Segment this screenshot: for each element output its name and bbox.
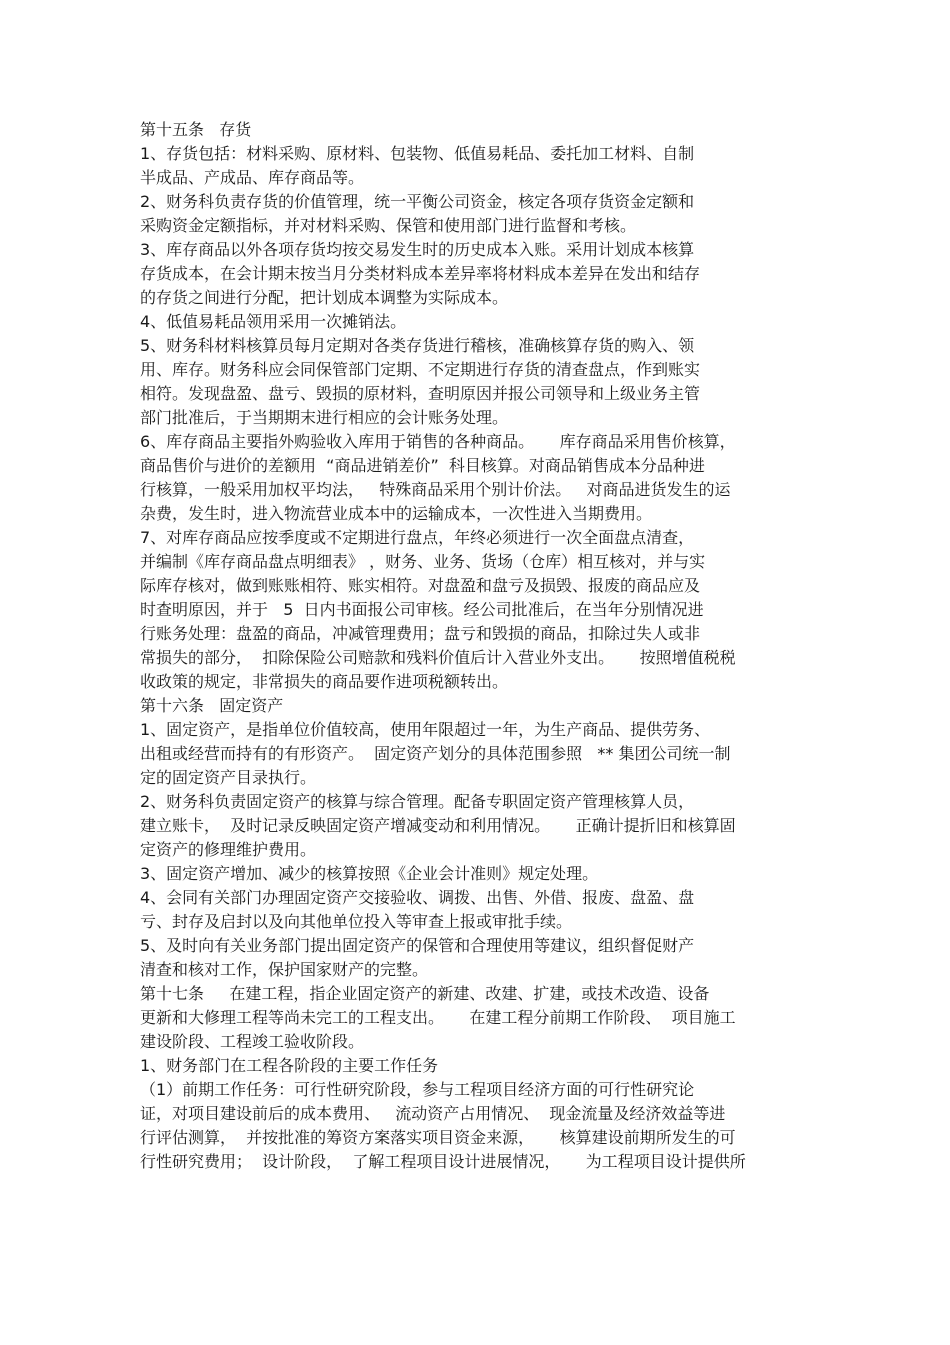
text-line: 杂费，发生时，进入物流营业成本中的运输成本，一次性进入当期费用。 bbox=[140, 504, 653, 523]
text-line: 常损失的部分， 扣除保险公司赔款和残料价值后计入营业外支出。 按照增值税税 bbox=[140, 648, 736, 667]
text-line: 采购资金定额指标，并对材料采购、保管和使用部门进行监督和考核。 bbox=[140, 216, 637, 235]
text-line: 行性研究费用； 设计阶段， 了解工程项目设计进展情况， 为工程项目设计提供所 bbox=[140, 1152, 746, 1171]
document-body bbox=[140, 118, 820, 1174]
text-line: 半成品、产成品、库存商品等。 bbox=[140, 168, 365, 187]
text-line: 2、财务科负责固定资产的核算与综合管理。配备专职固定资产管理核算人员， bbox=[140, 792, 695, 811]
text-line: 时查明原因，并于 5 日内书面报公司审核。经公司批准后，在当年分别情况进 bbox=[140, 600, 704, 619]
text-line: 定的固定资产目录执行。 bbox=[140, 768, 317, 787]
text-line: 行账务处理：盘盈的商品，冲减管理费用；盘亏和毁损的商品，扣除过失人或非 bbox=[140, 624, 701, 643]
text-line: 部门批准后，于当期期末进行相应的会计账务处理。 bbox=[140, 408, 509, 427]
text-line: 6、库存商品主要指外购验收入库用于销售的各种商品。 库存商品采用售价核算， bbox=[140, 432, 736, 451]
text-line: 3、库存商品以外各项存货均按交易发生时的历史成本入账。采用计划成本核算 bbox=[140, 240, 695, 259]
text-line: 存货成本，在会计期末按当月分类材料成本差异率将材料成本差异在发出和结存 bbox=[140, 264, 701, 283]
text-line: 4、低值易耗品领用采用一次摊销法。 bbox=[140, 312, 407, 331]
text-line: 1、财务部门在工程各阶段的主要工作任务 bbox=[140, 1056, 439, 1075]
text-line: 行核算，一般采用加权平均法， 特殊商品采用个别计价法。 对商品进货发生的运 bbox=[140, 480, 731, 499]
text-line: 建立账卡， 及时记录反映固定资产增减变动和利用情况。 正确计提折旧和核算固 bbox=[140, 816, 736, 835]
text-line: 定资产的修理维护费用。 bbox=[140, 840, 317, 859]
text-line: 4、会同有关部门办理固定资产交接验收、调拨、出售、外借、报废、盘盈、盘 bbox=[140, 888, 695, 907]
text-line: 出租或经营而持有的有形资产。 固定资产划分的具体范围参照 ** 集团公司统一制 bbox=[140, 744, 731, 763]
text-line: 行评估测算， 并按批准的筹资方案落实项目资金来源， 核算建设前期所发生的可 bbox=[140, 1128, 736, 1147]
text-line: 1、固定资产，是指单位价值较高，使用年限超过一年，为生产商品、提供劳务、 bbox=[140, 720, 711, 739]
section-heading-15: 第十五条 存货 bbox=[140, 120, 252, 139]
text-line: 7、对库存商品应按季度或不定期进行盘点，年终必须进行一次全面盘点清查， bbox=[140, 528, 695, 547]
text-line: 商品售价与进价的差额用 “商品进销差价” 科目核算。对商品销售成本分品种进 bbox=[140, 456, 705, 475]
text-line: 3、固定资产增加、减少的核算按照《企业会计准则》规定处理。 bbox=[140, 864, 599, 883]
text-line: 5、财务科材料核算员每月定期对各类存货进行稽核，准确核算存货的购入、领 bbox=[140, 336, 695, 355]
text-line: 的存货之间进行分配，把计划成本调整为实际成本。 bbox=[140, 288, 509, 307]
text-line: 证，对项目建设前后的成本费用、 流动资产占用情况、 现金流量及经济效益等进 bbox=[140, 1104, 726, 1123]
text-line: 亏、封存及启封以及向其他单位投入等审查上报或审批手续。 bbox=[140, 912, 573, 931]
text-line: 1、存货包括：材料采购、原材料、包装物、低值易耗品、委托加工材料、自制 bbox=[140, 144, 695, 163]
text-line: 收政策的规定，非常损失的商品要作进项税额转出。 bbox=[140, 672, 509, 691]
section-heading-16: 第十六条 固定资产 bbox=[140, 696, 284, 715]
text-line: 相符。发现盘盈、盘亏、毁损的原材料，查明原因并报公司领导和上级业务主管 bbox=[140, 384, 701, 403]
text-line: （1）前期工作任务：可行性研究阶段，参与工程项目经济方面的可行性研究论 bbox=[140, 1080, 695, 1099]
text-line: 建设阶段、工程竣工验收阶段。 bbox=[140, 1032, 365, 1051]
text-line: 更新和大修理工程等尚未完工的工程支出。 在建工程分前期工作阶段、 项目施工 bbox=[140, 1008, 736, 1027]
text-line: 2、财务科负责存货的价值管理，统一平衡公司资金，核定各项存货资金定额和 bbox=[140, 192, 695, 211]
text-line: 并编制《库存商品盘点明细表》 ，财务、业务、货场（仓库）相互核对，并与实 bbox=[140, 552, 706, 571]
text-line: 清查和核对工作，保护国家财产的完整。 bbox=[140, 960, 429, 979]
text-line: 5、及时向有关业务部门提出固定资产的保管和合理使用等建议，组织督促财产 bbox=[140, 936, 695, 955]
section-heading-17: 第十七条 在建工程，指企业固定资产的新建、改建、扩建，或技术改造、设备 bbox=[140, 984, 710, 1003]
text-line: 用、库存。财务科应会同保管部门定期、不定期进行存货的清查盘点，作到账实 bbox=[140, 360, 701, 379]
text-line: 际库存核对，做到账账相符、账实相符。对盘盈和盘亏及损毁、报废的商品应及 bbox=[140, 576, 701, 595]
